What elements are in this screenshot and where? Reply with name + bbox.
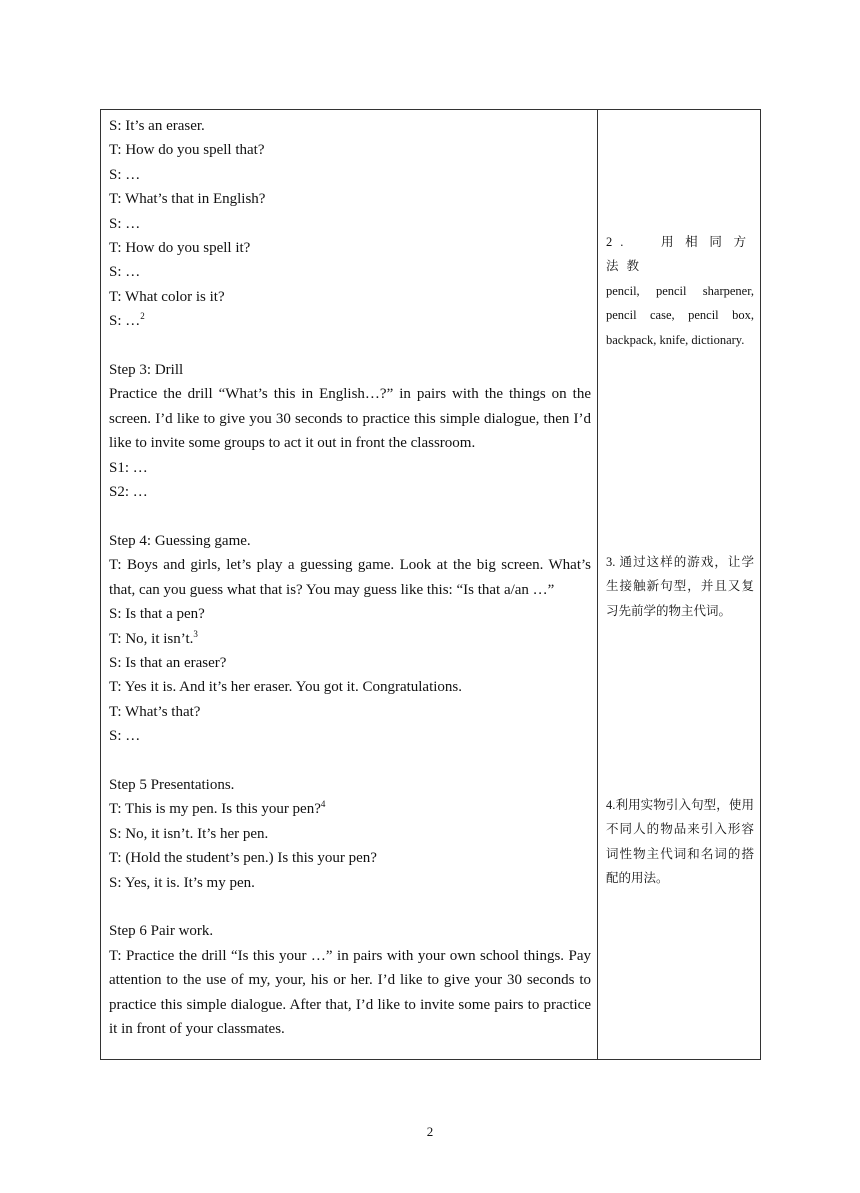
footnote-marker: 3 bbox=[193, 628, 198, 639]
teaching-notes-column bbox=[598, 110, 760, 1059]
step-4-title: Step 4: Guessing game. bbox=[109, 532, 251, 549]
dialogue-line: S: … bbox=[109, 728, 141, 745]
dialogue-line: T: (Hold the student’s pen.) Is this your pen? bbox=[109, 850, 377, 867]
step-4-instructions: T: Boys and girls, let’s play a guessing game. Look at the big screen. What’s that, can you guess what that is? You may guess like this: “Is that a/an …” bbox=[109, 557, 595, 598]
footnote-marker: 2 bbox=[140, 311, 145, 322]
step-6-title: Step 6 Pair work. bbox=[109, 923, 214, 940]
spacer bbox=[109, 504, 591, 528]
dialogue-line bbox=[109, 627, 591, 651]
dialogue-text: S: … bbox=[109, 313, 141, 330]
dialogue-line bbox=[109, 309, 591, 333]
step-5-title: Step 5 Presentations. bbox=[109, 776, 235, 793]
dialogue-line: S: It’s an eraser. bbox=[109, 118, 205, 134]
dialogue-line: S2: … bbox=[109, 484, 148, 501]
dialogue-line: S: Is that a pen? bbox=[109, 606, 205, 623]
dialogue-line: S: … bbox=[109, 215, 141, 232]
dialogue-text: T: This is my pen. Is this your pen? bbox=[109, 801, 321, 818]
spacer bbox=[109, 895, 591, 919]
teaching-note-3: 3. 通过这样的游戏，让学生接触新句型，并且又复习先前学的物主代词。 bbox=[606, 555, 754, 618]
step-3-title: Step 3: Drill bbox=[109, 362, 184, 379]
note-2-body: pencil, pencil sharpener, pencil case, pencil box, backpack, knife, dictionary. bbox=[606, 283, 758, 347]
step-3-instructions: Practice the drill “What’s this in English…?” in pairs with the things on the screen. I’d like to give you 30 seconds to practice this simple dialogue, then I’d like to invite some groups to act it out in front the classroom. bbox=[109, 386, 595, 452]
dialogue-line: T: How do you spell that? bbox=[109, 142, 265, 159]
page-number: 2 bbox=[426, 1124, 434, 1139]
dialogue-line: T: Yes it is. And it’s her eraser. You got it. Congratulations. bbox=[109, 679, 463, 696]
spacer bbox=[109, 334, 591, 358]
spacer bbox=[109, 749, 591, 773]
dialogue-line: S: No, it isn’t. It’s her pen. bbox=[109, 825, 269, 842]
step-6-instructions: T: Practice the drill “Is this your …” in pairs with your own school things. Pay attention to the use of my, your, his or her. I’d like to give your 30 seconds to practice this simple dialogue. After that, I’d like to invite some pairs to practice it in front of your classmates. bbox=[109, 947, 595, 1037]
dialogue-text: T: No, it isn’t. bbox=[109, 630, 194, 647]
dialogue-line: S: … bbox=[109, 166, 141, 183]
dialogue-line: S1: … bbox=[109, 459, 148, 476]
dialogue-line: T: What color is it? bbox=[109, 288, 225, 305]
dialogue-line: T: What’s that? bbox=[109, 703, 201, 720]
teaching-note-4: 4.利用实物引入句型，使用不同人的物品来引入形容词性物主代词和名词的搭配的用法。 bbox=[606, 798, 754, 886]
dialogue-line: S: Is that an eraser? bbox=[109, 654, 227, 671]
dialogue-line: T: How do you spell it? bbox=[109, 240, 251, 257]
note-2-heading: 2. 用相同方法教 bbox=[606, 235, 754, 274]
teaching-procedure-column bbox=[101, 110, 598, 1059]
dialogue-line: S: Yes, it is. It’s my pen. bbox=[109, 874, 255, 891]
dialogue-line: T: What’s that in English? bbox=[109, 191, 266, 208]
footnote-marker: 4 bbox=[320, 799, 326, 810]
dialogue-line: S: … bbox=[109, 264, 141, 281]
lesson-plan-table bbox=[100, 109, 761, 1060]
teaching-note-2 bbox=[606, 230, 758, 352]
dialogue-line bbox=[109, 797, 591, 821]
